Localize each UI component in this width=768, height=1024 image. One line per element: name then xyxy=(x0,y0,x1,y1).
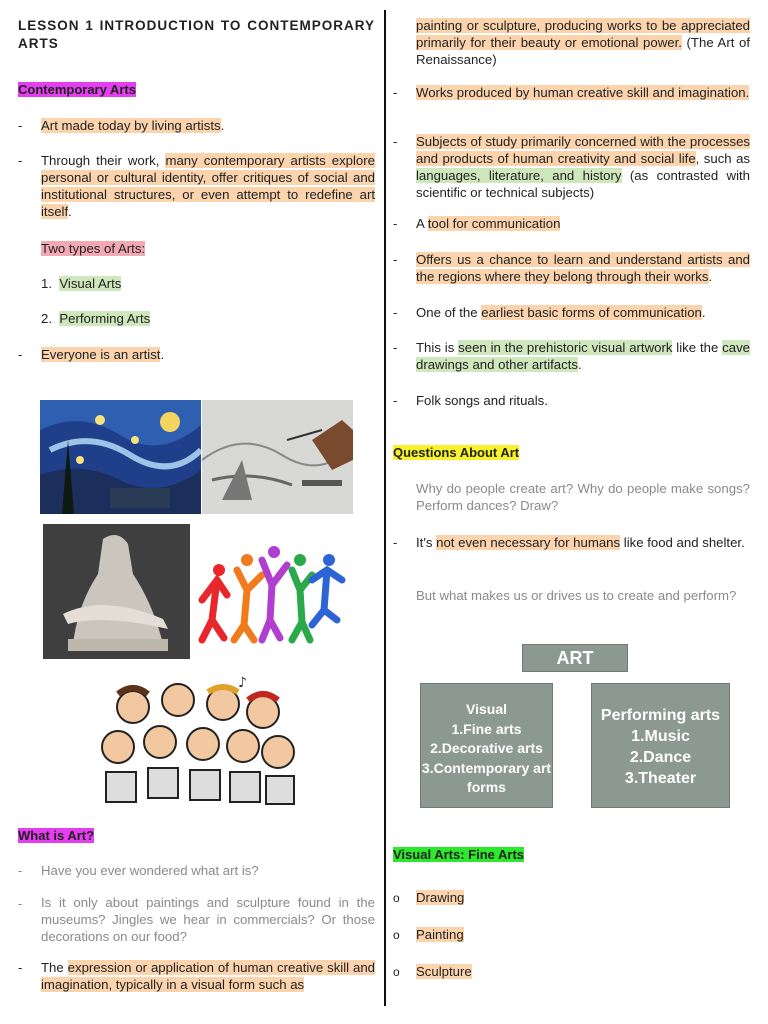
highlight-text: Sculpture xyxy=(416,964,472,979)
heading-questions-about-art: Questions About Art xyxy=(393,445,520,460)
highlight-text: Subjects of study primarily concerned with the processes and products of human creativity and social life xyxy=(416,134,750,166)
highlight-text: Painting xyxy=(416,927,464,942)
highlight-text: cave drawings and other artifacts xyxy=(416,340,750,372)
text: . xyxy=(708,269,713,284)
singing-kids-image xyxy=(98,672,298,807)
bullet-dash: - xyxy=(393,305,398,320)
highlight-text: Works produced by human creative skill and imagination. xyxy=(416,85,750,100)
highlight-text: tool for communication xyxy=(427,216,561,231)
highlight-text: many contemporary artists explore personal or cultural identity, offer critiques of social and institutional structures, or even attempt to redefine art itself xyxy=(41,153,375,219)
bullet-circle: o xyxy=(393,928,400,942)
diagram-visual-item: 1.Fine arts xyxy=(451,720,522,737)
list-item: Is it only about paintings and sculpture found in the museums? Jingles we hear in commercials? Or those decorations on our food? xyxy=(41,895,375,944)
type-item xyxy=(41,310,150,327)
text: . xyxy=(701,305,706,320)
highlight-text: Visual Arts xyxy=(59,276,122,291)
highlight-text: Art made today by living artists xyxy=(41,118,221,133)
bullet-dash: - xyxy=(393,134,398,149)
text: like the xyxy=(672,340,723,355)
two-types-label xyxy=(41,240,145,257)
bullet-dash: - xyxy=(393,216,398,231)
heading-visual-arts-fine-arts: Visual Arts: Fine Arts xyxy=(393,847,524,862)
highlight-text: Two types of Arts: xyxy=(41,241,146,256)
diagram-visual-item: 2.Decorative arts xyxy=(430,740,543,756)
bullet-dash: - xyxy=(393,340,398,355)
list-item xyxy=(416,84,750,101)
question-text: But what makes us or drives us to create and perform? xyxy=(416,588,737,603)
highlight-text: of communication xyxy=(594,305,702,320)
highlight-text: painting or sculpture, producing works to be appreciated primarily for their beauty or emotional power. xyxy=(416,18,750,50)
list-item xyxy=(41,152,375,220)
highlight-text: seen in the prehistoric visual artwork xyxy=(458,340,673,355)
dancers-silhouette-image xyxy=(192,540,352,650)
pieta-sculpture-image xyxy=(43,524,190,659)
text: The xyxy=(41,960,68,975)
bullet-circle: o xyxy=(393,965,400,979)
diagram-visual-item: 3.Contemporary art forms xyxy=(421,759,552,795)
list-item: Folk songs and rituals. xyxy=(416,393,548,408)
diagram-visual-box xyxy=(420,683,553,808)
list-item xyxy=(416,889,464,906)
heading-what-is-art: What is Art? xyxy=(18,828,95,843)
bullet-dash: - xyxy=(393,252,398,267)
diagram-art-box: ART xyxy=(522,644,628,672)
highlight-text: Performing Arts xyxy=(59,311,151,326)
text: A xyxy=(416,216,428,231)
list-item: Have you ever wondered what art is? xyxy=(41,863,259,878)
svg-text:♪: ♪ xyxy=(238,675,247,691)
continued-definition xyxy=(416,17,750,68)
pencil-drawing-image xyxy=(202,400,353,514)
highlight-text: expression or application of human creative skill and imagination, typically in a visual form such as xyxy=(41,960,375,992)
list-item xyxy=(416,133,750,201)
lesson-title: LESSON 1 INTRODUCTION TO CONTEMPORARY ARTS xyxy=(18,18,375,51)
text: (The Art of Renaissance) xyxy=(416,35,751,67)
bullet-dash: - xyxy=(18,896,23,911)
highlight-text: earliest basic forms xyxy=(481,305,595,320)
bullet-dash: - xyxy=(18,118,23,133)
text: (as contrasted with scientific or technical subjects) xyxy=(416,168,750,200)
text: This is xyxy=(416,340,459,355)
list-item xyxy=(416,963,472,980)
text: . xyxy=(578,357,582,372)
bullet-circle: o xyxy=(393,891,400,905)
text: . xyxy=(68,204,72,219)
type-item xyxy=(41,275,121,292)
text: like food and shelter. xyxy=(620,535,745,550)
text: . xyxy=(160,347,165,362)
bullet-dash: - xyxy=(18,863,23,878)
bullet-dash: - xyxy=(18,153,23,168)
bullet-dash: - xyxy=(393,535,398,550)
column-divider xyxy=(384,10,386,1006)
list-item xyxy=(41,346,164,363)
diagram-performing-box xyxy=(591,683,730,808)
list-item xyxy=(41,959,375,993)
starry-night-image xyxy=(40,400,201,514)
heading-contemporary-arts: Contemporary Arts xyxy=(18,82,136,97)
diagram-visual-title: Visual xyxy=(466,701,507,717)
bullet-dash: - xyxy=(393,85,398,100)
highlight-text: Offers us a chance to learn and understand artists and the regions where they belong through their works xyxy=(416,252,750,284)
diagram-performing-item: 3.Theater xyxy=(624,770,697,787)
list-number: 1. xyxy=(41,276,52,291)
diagram-performing-title: Performing arts xyxy=(600,707,721,724)
highlight-text: not even necessary for humans xyxy=(436,535,621,550)
text: Through their work, xyxy=(41,153,166,168)
list-item xyxy=(416,534,750,551)
bullet-dash: - xyxy=(18,347,23,362)
list-item xyxy=(416,304,750,321)
list-item xyxy=(416,215,750,232)
list-number: 2. xyxy=(41,311,52,326)
list-item: Art made today by living artists. xyxy=(41,118,225,133)
list-item xyxy=(416,251,750,285)
bullet-dash: - xyxy=(393,393,398,408)
diagram-performing-item: 2.Dance xyxy=(629,749,692,766)
highlight-text: Drawing xyxy=(416,890,465,905)
diagram-performing-item: 1.Music xyxy=(631,728,690,745)
text: It's xyxy=(416,535,437,550)
text: , such as xyxy=(695,151,751,166)
bullet-dash: - xyxy=(18,960,23,975)
list-item xyxy=(416,339,750,373)
highlight-text: Everyone is an artist xyxy=(41,347,161,362)
text: One of the xyxy=(416,305,482,320)
question-text: Why do people create art? Why do people make songs? Perform dances? Draw? xyxy=(416,481,750,513)
list-item xyxy=(416,926,464,943)
highlight-text: languages, literature, and history xyxy=(416,168,622,183)
